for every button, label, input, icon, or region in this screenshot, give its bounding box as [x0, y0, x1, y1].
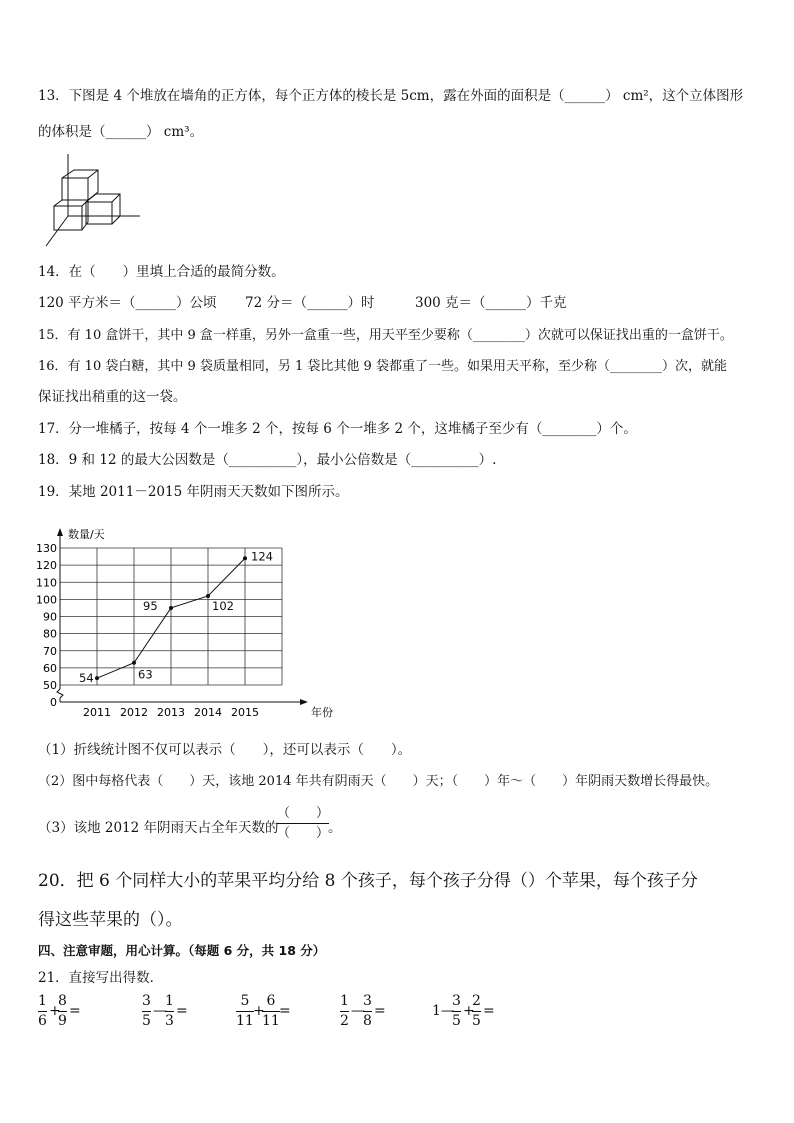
- y-tick-label: 100: [36, 593, 57, 607]
- q17: 17．分一堆橘子，按每 4 个一堆多 2 个，按每 6 个一堆多 2 个，这堆橘子至少有（________）个。: [38, 421, 637, 437]
- expression-fraction: [58, 993, 67, 1030]
- fraction-numerator: 3: [363, 993, 372, 1009]
- y-tick-label: 70: [43, 644, 57, 658]
- fraction-denominator: 8: [363, 1013, 372, 1029]
- expression-fraction: [340, 993, 349, 1030]
- expression-fraction: [363, 993, 372, 1030]
- q20-line2: 得这些苹果的（）。: [38, 910, 183, 930]
- fraction-numerator: 6: [266, 993, 276, 1009]
- q21-title: 21．直接写出得数．: [38, 970, 164, 986]
- fraction-denominator: 6: [38, 1013, 47, 1029]
- expression-fraction: [142, 993, 151, 1030]
- data-label: 124: [251, 549, 273, 564]
- expression-prefix: 1—: [432, 1003, 455, 1019]
- data-label: 95: [143, 598, 158, 613]
- expression-equals: =: [176, 1003, 188, 1019]
- y-axis-label: 数量/天: [68, 528, 105, 541]
- expression-fraction: [472, 993, 481, 1030]
- data-point: [243, 556, 247, 560]
- x-tick-label: 2011: [83, 706, 111, 719]
- q13-line2: 的体积是（______） cm³。: [38, 124, 204, 140]
- expression-fraction: [236, 993, 254, 1030]
- cube-stack-figure: [40, 150, 150, 250]
- expression-operator: —: [153, 1003, 167, 1019]
- y-tick-label: 80: [43, 627, 57, 641]
- q14-item-3: 300 克＝（______）千克: [415, 295, 567, 311]
- fraction-denominator: 11: [262, 1013, 280, 1029]
- expression-equals: =: [69, 1003, 81, 1019]
- fraction-numerator: 1: [165, 993, 174, 1009]
- q18: 18．9 和 12 的最大公因数是（__________），最小公倍数是（__________）.: [38, 452, 497, 468]
- expression-equals: =: [483, 1003, 495, 1019]
- q14-item-1: 120 平方米＝（______）公顷: [38, 295, 217, 311]
- fraction-denominator: 3: [165, 1013, 174, 1029]
- q19-sub3-fraction: [277, 805, 329, 842]
- q19-sub3: （3）该地 2012 年阴雨天占全年天数的: [38, 820, 279, 836]
- fraction-denominator: 5: [452, 1013, 461, 1029]
- expression-operator: +: [49, 1003, 61, 1019]
- section-4-heading: 四、注意审题，用心计算。（每题 6 分，共 18 分）: [38, 943, 326, 958]
- fraction-denominator: 2: [340, 1013, 349, 1029]
- data-point: [95, 676, 99, 680]
- y-tick-label: 50: [43, 679, 57, 692]
- data-label: 63: [138, 667, 153, 682]
- q13-line1: 13．下图是 4 个堆放在墙角的正方体，每个正方体的棱长是 5cm，露在外面的面积是（______） cm²，这个立体图形: [38, 88, 744, 104]
- data-point: [206, 594, 210, 598]
- y-tick-label: 110: [36, 576, 57, 590]
- expression-fraction: [452, 993, 461, 1030]
- q14-title: 14．在（ ）里填上合适的最简分数。: [38, 264, 285, 280]
- q19-sub1: （1）折线统计图不仅可以表示（ ），还可以表示（ ）。: [38, 742, 412, 758]
- fraction-numerator: 8: [58, 993, 67, 1009]
- x-axis-label: 年份: [311, 706, 333, 719]
- expression-operator: —: [351, 1003, 365, 1019]
- fraction-numerator: 1: [38, 993, 47, 1009]
- fraction-denominator: 5: [142, 1013, 151, 1029]
- expression-equals: =: [279, 1003, 291, 1019]
- x-tick-label: 2015: [231, 706, 259, 719]
- fraction-numerator: 1: [340, 993, 349, 1009]
- fraction-denominator: （ ）: [277, 826, 330, 841]
- x-tick-label: 2014: [194, 706, 222, 719]
- y-tick-label: 0: [50, 696, 57, 709]
- q20-line1: 20．把 6 个同样大小的苹果平均分给 8 个孩子，每个孩子分得（）个苹果，每个孩子分: [38, 871, 698, 891]
- data-label: 102: [212, 598, 234, 613]
- fraction-denominator: 5: [472, 1013, 481, 1029]
- fraction-numerator: 3: [142, 993, 151, 1009]
- x-tick-label: 2012: [120, 706, 148, 719]
- x-axis-arrow: [300, 699, 308, 705]
- q14-item-2: 72 分＝（______）时: [245, 295, 375, 311]
- expression-equals: =: [374, 1003, 386, 1019]
- fraction-numerator: 2: [472, 993, 481, 1009]
- fraction-numerator: 3: [452, 993, 461, 1009]
- y-tick-label: 60: [43, 661, 57, 675]
- q15: 15．有 10 盒饼干，其中 9 盒一样重，另外一盒重一些，用天平至少要称（________）次就可以保证找出重的一盒饼干。: [38, 328, 733, 343]
- axis-break: [57, 689, 63, 698]
- y-tick-label: 90: [43, 610, 57, 624]
- data-point: [132, 661, 136, 665]
- fraction-denominator: 9: [58, 1013, 67, 1029]
- q19-sub3-end: 。: [328, 820, 342, 836]
- q16-line1: 16．有 10 袋白糖，其中 9 袋质量相同，另 1 袋比其他 9 袋都重了一些。如果用天平称，至少称（________）次，就能: [38, 359, 727, 374]
- fraction-numerator: （ ）: [277, 806, 330, 821]
- expression-fraction: [262, 993, 280, 1030]
- y-axis-arrow: [57, 528, 63, 536]
- q19-title: 19．某地 2011－2015 年阴雨天天数如下图所示。: [38, 484, 349, 500]
- q16-line2: 保证找出稍重的这一袋。: [38, 389, 187, 405]
- expression-fraction: [38, 993, 47, 1030]
- y-tick-label: 130: [36, 542, 57, 555]
- q19-sub2: （2）图中每格代表（ ）天，该地 2014 年共有阴雨天（ ）天；（ ）年～（ ）年阴雨天数增长得最快。: [38, 774, 719, 789]
- y-tick-label: 120: [36, 559, 57, 573]
- fraction-denominator: 11: [236, 1013, 254, 1029]
- expression-fraction: [165, 993, 174, 1030]
- rainy-days-line-chart: [30, 520, 333, 725]
- fraction-numerator: 5: [240, 993, 250, 1009]
- expression-operator: +: [463, 1003, 475, 1019]
- x-tick-label: 2013: [157, 706, 185, 719]
- expression-operator: +: [253, 1003, 265, 1019]
- data-label: 54: [79, 671, 94, 686]
- data-point: [169, 606, 173, 610]
